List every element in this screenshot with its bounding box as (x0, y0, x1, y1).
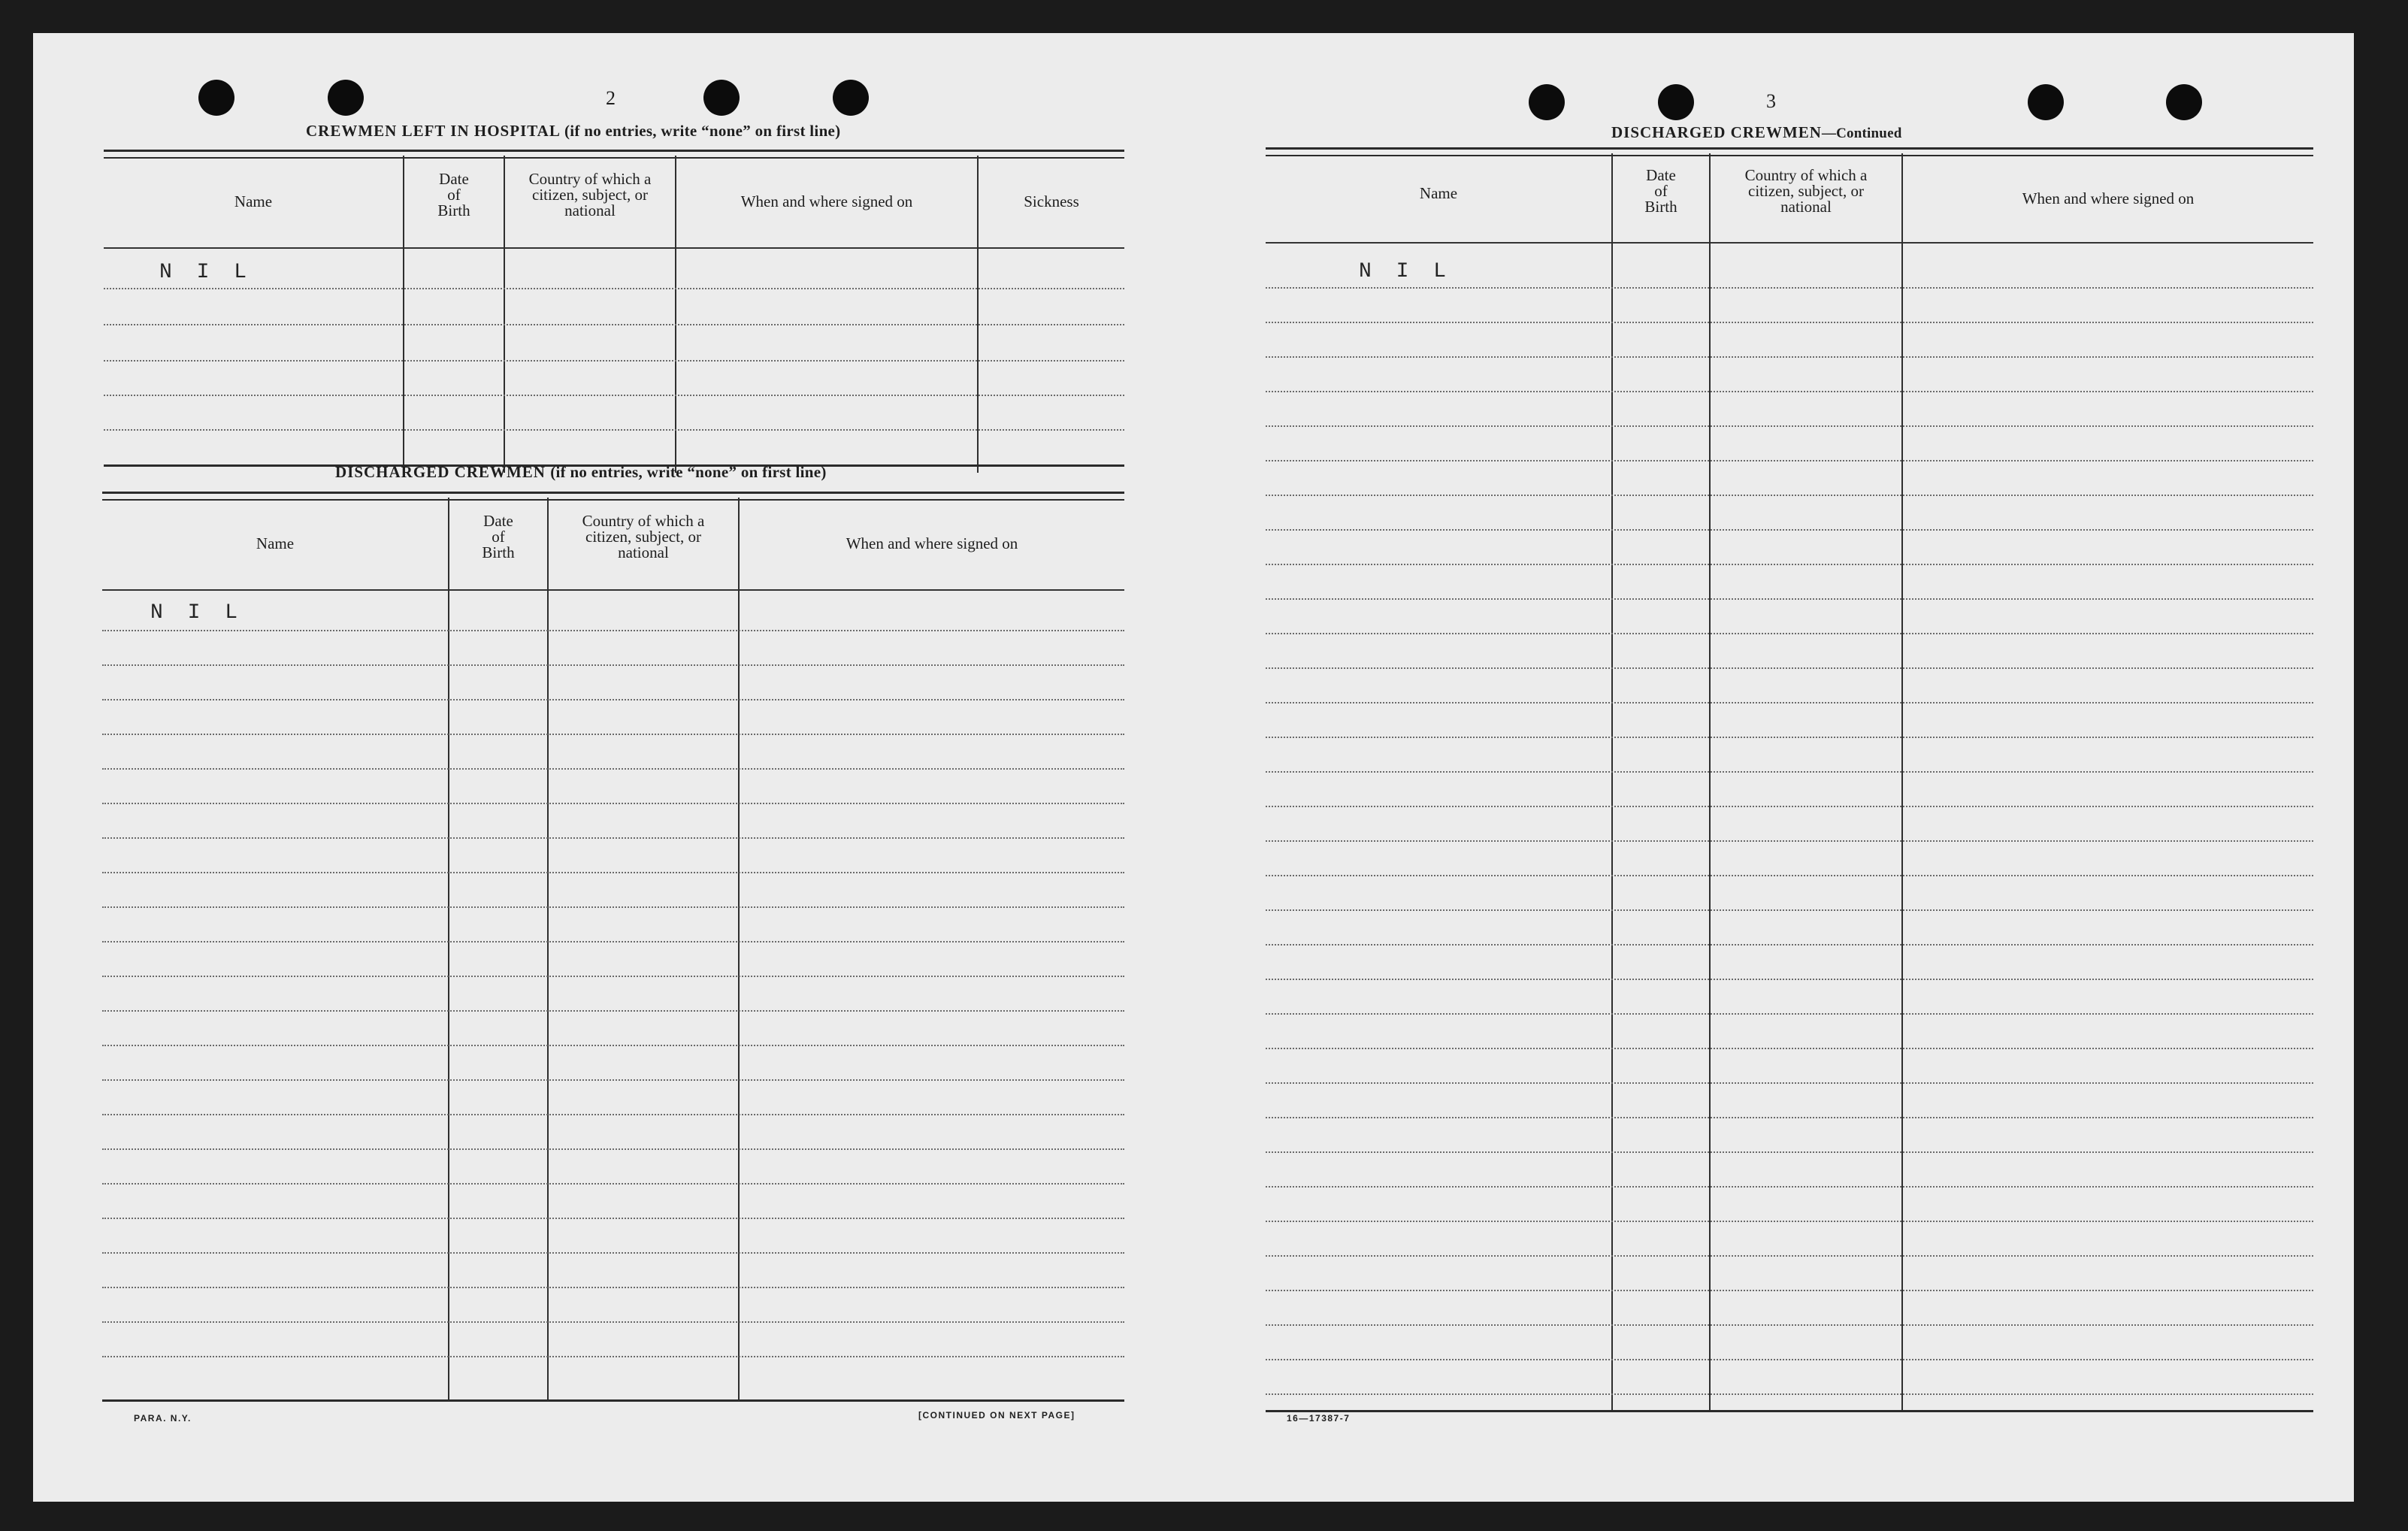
table-row (102, 699, 1124, 700)
table-row (1266, 529, 2313, 531)
table-row (102, 1218, 1124, 1219)
table-row (102, 1114, 1124, 1115)
table-row (1266, 1082, 2313, 1084)
table-row (104, 324, 1124, 325)
hospital-entry-name: N I L (159, 261, 253, 284)
header-bottom-rule (1266, 242, 2313, 244)
column-header-name: Name (1419, 183, 1458, 202)
column-header-sickness: Sickness (1024, 192, 1079, 210)
page-number-left: 2 (606, 87, 616, 109)
table-row (1266, 1324, 2313, 1326)
table-row (102, 1183, 1124, 1185)
table-row (1266, 979, 2313, 980)
column-header-signed-on: When and where signed on (2022, 189, 2195, 207)
table-row (1266, 1151, 2313, 1153)
discharged-entry-name: N I L (150, 601, 244, 625)
table-bottom-rule (1266, 1410, 2313, 1412)
hospital-table (104, 150, 1124, 473)
column-header-date-of-birth: Date of Birth (482, 511, 515, 561)
table-row (1266, 1221, 2313, 1222)
discharged-continued-title (1611, 123, 1901, 142)
punch-hole (198, 80, 234, 116)
footer-form-number: 16—17387-7 (1287, 1413, 1351, 1424)
column-header-name: Name (234, 192, 273, 210)
table-row (102, 734, 1124, 735)
discharged-continued-entry-name: N I L (1359, 260, 1453, 283)
table-row (1266, 944, 2313, 946)
table-row (1266, 840, 2313, 842)
table-row (1266, 1290, 2313, 1291)
table-row (1266, 1013, 2313, 1015)
table-row (1266, 356, 2313, 358)
column-header-date-of-birth: Date of Birth (437, 169, 470, 219)
column-divider (738, 498, 740, 1401)
table-bottom-rule (102, 1399, 1124, 1402)
table-row (104, 429, 1124, 431)
table-row (1266, 1393, 2313, 1395)
column-divider (448, 498, 449, 1401)
discharged-section-title (335, 463, 827, 482)
table-row (1266, 495, 2313, 496)
table-row (1266, 909, 2313, 911)
table-row (1266, 1255, 2313, 1257)
table-row (102, 1321, 1124, 1323)
punch-hole (833, 80, 869, 116)
table-row (102, 1287, 1124, 1288)
table-row (1266, 633, 2313, 634)
table-row (102, 1010, 1124, 1012)
punch-hole (1529, 84, 1565, 120)
table-row (1266, 598, 2313, 600)
table-row (1266, 460, 2313, 461)
discharged-continued-table (1266, 147, 2313, 1442)
table-row (1266, 425, 2313, 427)
table-row (1266, 322, 2313, 323)
column-header-date-of-birth: Date of Birth (1644, 165, 1677, 216)
hospital-title-text: CREWMEN LEFT IN HOSPITAL (306, 122, 560, 140)
table-row (1266, 737, 2313, 738)
header-bottom-rule (104, 247, 1124, 249)
discharged-title-text: DISCHARGED CREWMEN (335, 463, 546, 481)
table-row (1266, 391, 2313, 392)
punch-hole (1658, 84, 1694, 120)
discharged-table (102, 492, 1124, 1440)
table-row (1266, 702, 2313, 703)
table-row (1266, 564, 2313, 565)
punch-hole (703, 80, 740, 116)
table-row (102, 630, 1124, 631)
footer-printer-mark: PARA. N.Y. (134, 1413, 192, 1424)
table-row (102, 803, 1124, 804)
table-row (102, 976, 1124, 977)
table-row (102, 1356, 1124, 1357)
column-header-name: Name (256, 534, 295, 552)
table-row (104, 360, 1124, 362)
table-row (1266, 875, 2313, 876)
table-row (102, 768, 1124, 770)
page-number-right: 3 (1766, 90, 1776, 112)
table-row (1266, 667, 2313, 669)
hospital-title-note: (if no entries, write “none” on first line) (564, 122, 841, 140)
header-bottom-rule (102, 589, 1124, 591)
table-row (102, 872, 1124, 873)
punch-hole (2028, 84, 2064, 120)
table-row (102, 1148, 1124, 1150)
form-sheet (33, 33, 2354, 1502)
table-row (1266, 287, 2313, 289)
discharged-title-note: (if no entries, write “none” on first line) (550, 463, 827, 481)
table-row (1266, 1117, 2313, 1118)
table-row (102, 906, 1124, 908)
column-header-country: Country of which a citizen, subject, or national (1744, 165, 1868, 216)
table-row (102, 1079, 1124, 1081)
column-header-country: Country of which a citizen, subject, or national (528, 169, 652, 219)
footer-continued-note: [CONTINUED ON NEXT PAGE] (918, 1410, 1075, 1421)
column-divider (547, 498, 549, 1401)
table-row (1266, 771, 2313, 773)
table-row (104, 395, 1124, 396)
table-row (102, 837, 1124, 839)
discharged-continued-title-text: DISCHARGED CREWMEN (1611, 123, 1822, 141)
continued-label: —Continued (1821, 126, 1902, 141)
table-row (102, 941, 1124, 943)
table-row (104, 288, 1124, 289)
table-row (1266, 1186, 2313, 1188)
punch-hole (328, 80, 364, 116)
table-row (1266, 1048, 2313, 1049)
column-header-signed-on: When and where signed on (846, 534, 1018, 552)
column-header-country: Country of which a citizen, subject, or national (582, 511, 705, 561)
hospital-section-title (306, 122, 840, 141)
punch-hole (2166, 84, 2202, 120)
table-row (1266, 1359, 2313, 1360)
table-row (102, 1045, 1124, 1046)
column-header-signed-on: When and where signed on (740, 192, 913, 210)
table-row (102, 1252, 1124, 1254)
table-row (102, 664, 1124, 666)
table-row (1266, 806, 2313, 807)
